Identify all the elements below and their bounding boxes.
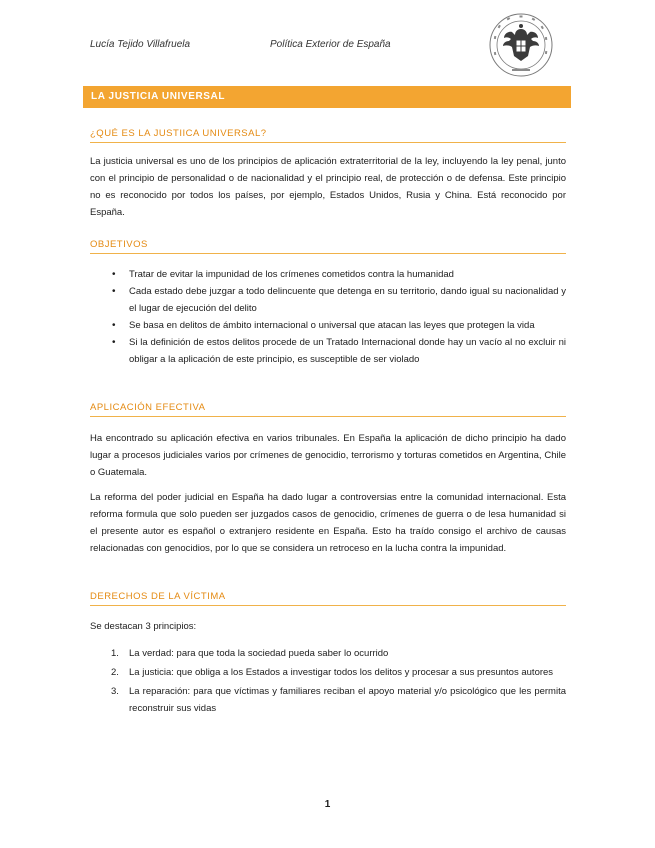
document-title: LA JUSTICIA UNIVERSAL xyxy=(83,86,571,108)
list-item: • Se basa en delitos de ámbito internacional o universal que atacan las leyes que protegen la vida xyxy=(90,317,566,334)
list-item: 3. La reparación: para que víctimas y familiares reciban el apoyo material y/o psicológico que les permita reconstruir sus vidas xyxy=(111,686,566,714)
bullet-icon: • xyxy=(112,269,116,280)
bullet-icon: • xyxy=(112,337,116,348)
rights-intro: Se destacan 3 principios: xyxy=(90,621,197,632)
university-seal-icon xyxy=(488,12,554,78)
header-author: Lucía Tejido Villafruela xyxy=(90,39,191,50)
section-heading-objectives: OBJETIVOS xyxy=(90,239,566,254)
list-item: 2. La justicia: que obliga a los Estados a investigar todos los delitos y procesar a sus presuntos autores xyxy=(111,667,554,678)
list-item: • Cada estado debe juzgar a todo delincuente que detenga en su territorio, dando igual su nacionalidad y el lugar de ejecución del delito xyxy=(90,283,566,317)
bullet-icon: • xyxy=(112,320,116,331)
application-paragraph-1: Ha encontrado su aplicación efectiva en varios tribunales. En España la aplicación de dicho principio ha dado lugar a procesos judiciales varios por crímenes de genocidio, terrorismo y torturas cometidos en Argentina, Chile o Guatemala. xyxy=(90,433,566,478)
section-heading-application: APLICACIÓN EFECTIVA xyxy=(90,402,566,417)
rights-list xyxy=(90,645,566,719)
list-item: • Si la definición de estos delitos procede de un Tratado Internacional donde hay un vacío al no excluir ni obligar a la aplicación de este principio, es susceptible de ser violado xyxy=(90,334,566,368)
section-what-text: La justicia universal es uno de los principios de aplicación extraterritorial de la ley, incluyendo la ley penal, junto con el principio de personalidad o de nacionalidad y el principio real, de protección o de defensa. Este principio no es reconocido por todos los países, por ejemplo, Estados Unidos, Rusia y China. Está reconocido por España. xyxy=(90,156,566,218)
list-item: 1. La verdad: para que toda la sociedad pueda saber lo ocurrido xyxy=(111,648,389,659)
section-heading-rights: DERECHOS DE LA VÍCTIMA xyxy=(90,591,566,606)
objectives-list xyxy=(90,266,566,368)
header-subject: Política Exterior de España xyxy=(270,39,391,50)
page-number: 1 xyxy=(324,799,331,810)
application-paragraph-2: La reforma del poder judicial en España ha dado lugar a controversias entre la comunidad internacional. Esta reforma formula que solo pueden ser juzgados casos de genocidio, crímenes de guerra o de lesa humanidad si el presente autor es español o extranjero residente en España. Esto ha traído consigo el archivo de causas relacionadas con genocidios, por lo que se considera un retroceso en la lucha contra la impunidad. xyxy=(90,492,566,554)
list-item: • Tratar de evitar la impunidad de los crímenes cometidos contra la humanidad xyxy=(90,266,566,283)
section-heading-what: ¿QUÉ ES LA JUSTIICA UNIVERSAL? xyxy=(90,128,566,143)
bullet-icon: • xyxy=(112,286,116,297)
